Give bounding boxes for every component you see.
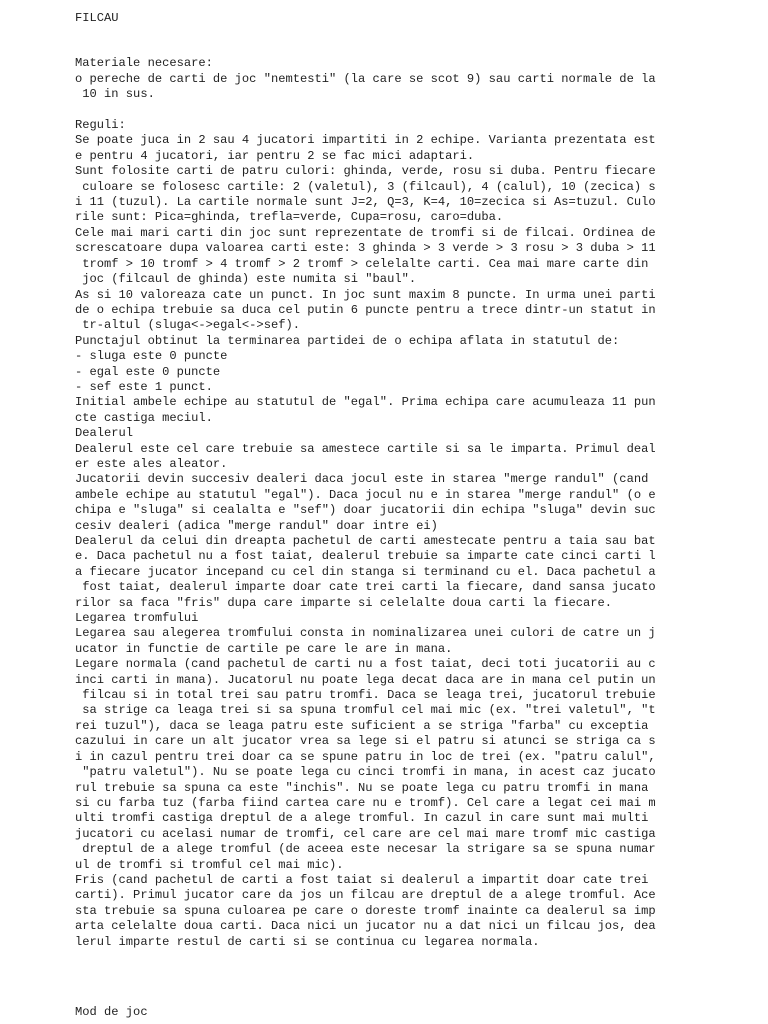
text-line: Reguli: [75, 118, 126, 133]
text-line: si cu farba tuz (farba fiind cartea care nu e tromf). Cel care a legat cei mai m [75, 795, 656, 810]
text-line: Dealerul [75, 426, 134, 441]
text-line: e pentru 4 jucatori, iar pentru 2 se fac mici adaptari. [75, 148, 475, 163]
text-line: jucatori cu acelasi numar de tromfi, cel care are cel mai mare tromf mic castiga [75, 826, 656, 841]
text-line: tr-altul (sluga<->egal<->sef). [75, 318, 300, 333]
text-line: "patru valetul"). Nu se poate lega cu cinci tromfi in mana, in acest caz jucato [75, 765, 656, 780]
text-line: culoare se folosesc cartile: 2 (valetul), 3 (filcaul), 4 (calul), 10 (zecica) s [75, 179, 656, 194]
text-line: Materiale necesare: [75, 56, 213, 71]
text-line: er este ales aleator. [75, 456, 228, 471]
text-line: joc (filcaul de ghinda) este numita si "baul". [75, 272, 417, 287]
text-line: ulti tromfi castiga dreptul de a alege tromful. In cazul in care sunt mai multi [75, 811, 649, 826]
text-line: ambele echipe au statutul "egal"). Daca jocul nu e in starea "merge randul" (o e [75, 487, 656, 502]
text-line: Legare normala (cand pachetul de carti nu a fost taiat, deci toti jucatorii au c [75, 657, 656, 672]
text-line: screscatoare dupa valoarea carti este: 3 ghinda > 3 verde > 3 rosu > 3 duba > 11 [75, 241, 656, 256]
text-line: carti). Primul jucator care da jos un filcau are dreptul de a alege tromful. Ace [75, 888, 656, 903]
text-line: Legarea sau alegerea tromfului consta in nominalizarea unei culori de catre un j [75, 626, 656, 641]
text-line: filcau si in total trei sau patru tromfi. Daca se leaga trei, jucatorul trebuie [75, 688, 656, 703]
text-line: cte castiga meciul. [75, 410, 213, 425]
text-line: lerul imparte restul de carti si se continua cu legarea normala. [75, 934, 540, 949]
text-line: de o echipa trebuie sa duca cel putin 6 puncte pentru a trece dintr-un statut in [75, 302, 656, 317]
text-line: As si 10 valoreaza cate un punct. In joc sunt maxim 8 puncte. In urma unei parti [75, 287, 656, 302]
text-line: tromf > 10 tromf > 4 tromf > 2 tromf > celelalte carti. Cea mai mare carte din [75, 256, 649, 271]
text-line: sa strige ca leaga trei si sa spuna tromful cel mai mic (ex. "trei valetul", "t [75, 703, 656, 718]
text-line: rilor sa faca "fris" dupa care imparte si celelalte doua carti la fiecare. [75, 595, 613, 610]
text-line: Jucatorii devin succesiv dealeri daca jocul este in starea "merge randul" (cand [75, 472, 649, 487]
text-line: Se poate juca in 2 sau 4 jucatori impartiti in 2 echipe. Varianta prezentata est [75, 133, 656, 148]
text-line: arta celelalte doua carti. Daca nici un jucator nu a dat nici un filcau jos, dea [75, 919, 656, 934]
text-line: - egal este 0 puncte [75, 364, 221, 379]
section-heading-mod-de-joc: Mod de joc [75, 1005, 148, 1019]
text-line: chipa e "sluga" si cealalta e "sef") doar jucatorii din echipa "sluga" devin suc [75, 503, 656, 518]
text-line: Punctajul obtinut la terminarea partidei de o echipa aflata in statutul de: [75, 333, 620, 348]
text-line: ucator in functie de cartile pe care le are in mana. [75, 641, 453, 656]
text-line: i in cazul pentru trei doar ca se spune patru in loc de trei (ex. "patru calul", [75, 749, 656, 764]
text-line: dreptul de a alege tromful (de aceea este necesar la strigare sa se spuna numar [75, 842, 656, 857]
document-body-text [75, 41, 656, 950]
document-title: FILCAU [75, 11, 119, 25]
text-line: ul de tromfi si tromful cel mai mic). [75, 857, 344, 872]
text-line: Sunt folosite carti de patru culori: ghinda, verde, rosu si duba. Pentru fiecare [75, 164, 656, 179]
text-line: Dealerul este cel care trebuie sa amestece cartile si sa le imparta. Primul deal [75, 441, 656, 456]
text-line: cazului in care un alt jucator vrea sa lege si el patru si atunci se striga ca s [75, 734, 656, 749]
text-line: - sluga este 0 puncte [75, 349, 228, 364]
text-line: inci carti in mana). Jucatorul nu poate lega decat daca are in mana cel putin un [75, 672, 656, 687]
text-line: 10 in sus. [75, 87, 155, 102]
text-line: i 11 (tuzul). La cartile normale sunt J=2, Q=3, K=4, 10=zecica si As=tuzul. Culo [75, 195, 656, 210]
text-line: o pereche de carti de joc "nemtesti" (la care se scot 9) sau carti normale de la [75, 71, 656, 86]
text-line: a fiecare jucator incepand cu cel din stanga si terminand cu el. Daca pachetul a [75, 564, 656, 579]
text-line: Fris (cand pachetul de carti a fost taiat si dealerul a impartit doar cate trei [75, 872, 649, 887]
text-line: rei tuzul"), daca se leaga patru este suficient a se striga "farba" cu exceptia [75, 718, 649, 733]
text-line: e. Daca pachetul nu a fost taiat, dealerul trebuie sa imparte cate cinci carti l [75, 549, 656, 564]
text-line: Legarea tromfului [75, 611, 199, 626]
text-line: cesiv dealeri (adica "merge randul" doar intre ei) [75, 518, 438, 533]
text-line: sta trebuie sa spuna culoarea pe care o doreste tromf inainte ca dealerul sa imp [75, 903, 656, 918]
text-line: Cele mai mari carti din joc sunt reprezentate de tromfi si de filcai. Ordinea de [75, 225, 656, 240]
text-line: fost taiat, dealerul imparte doar cate trei carti la fiecare, dand sansa jucato [75, 580, 656, 595]
text-line: Initial ambele echipe au statutul de "egal". Prima echipa care acumuleaza 11 pun [75, 395, 656, 410]
text-line: Dealerul da celui din dreapta pachetul de carti amestecate pentru a taia sau bat [75, 534, 656, 548]
text-line: - sef este 1 punct. [75, 379, 213, 394]
text-line: rile sunt: Pica=ghinda, trefla=verde, Cupa=rosu, caro=duba. [75, 210, 504, 225]
text-line: rul trebuie sa spuna ca este "inchis". Nu se poate lega cu patru tromfi in mana [75, 780, 649, 795]
